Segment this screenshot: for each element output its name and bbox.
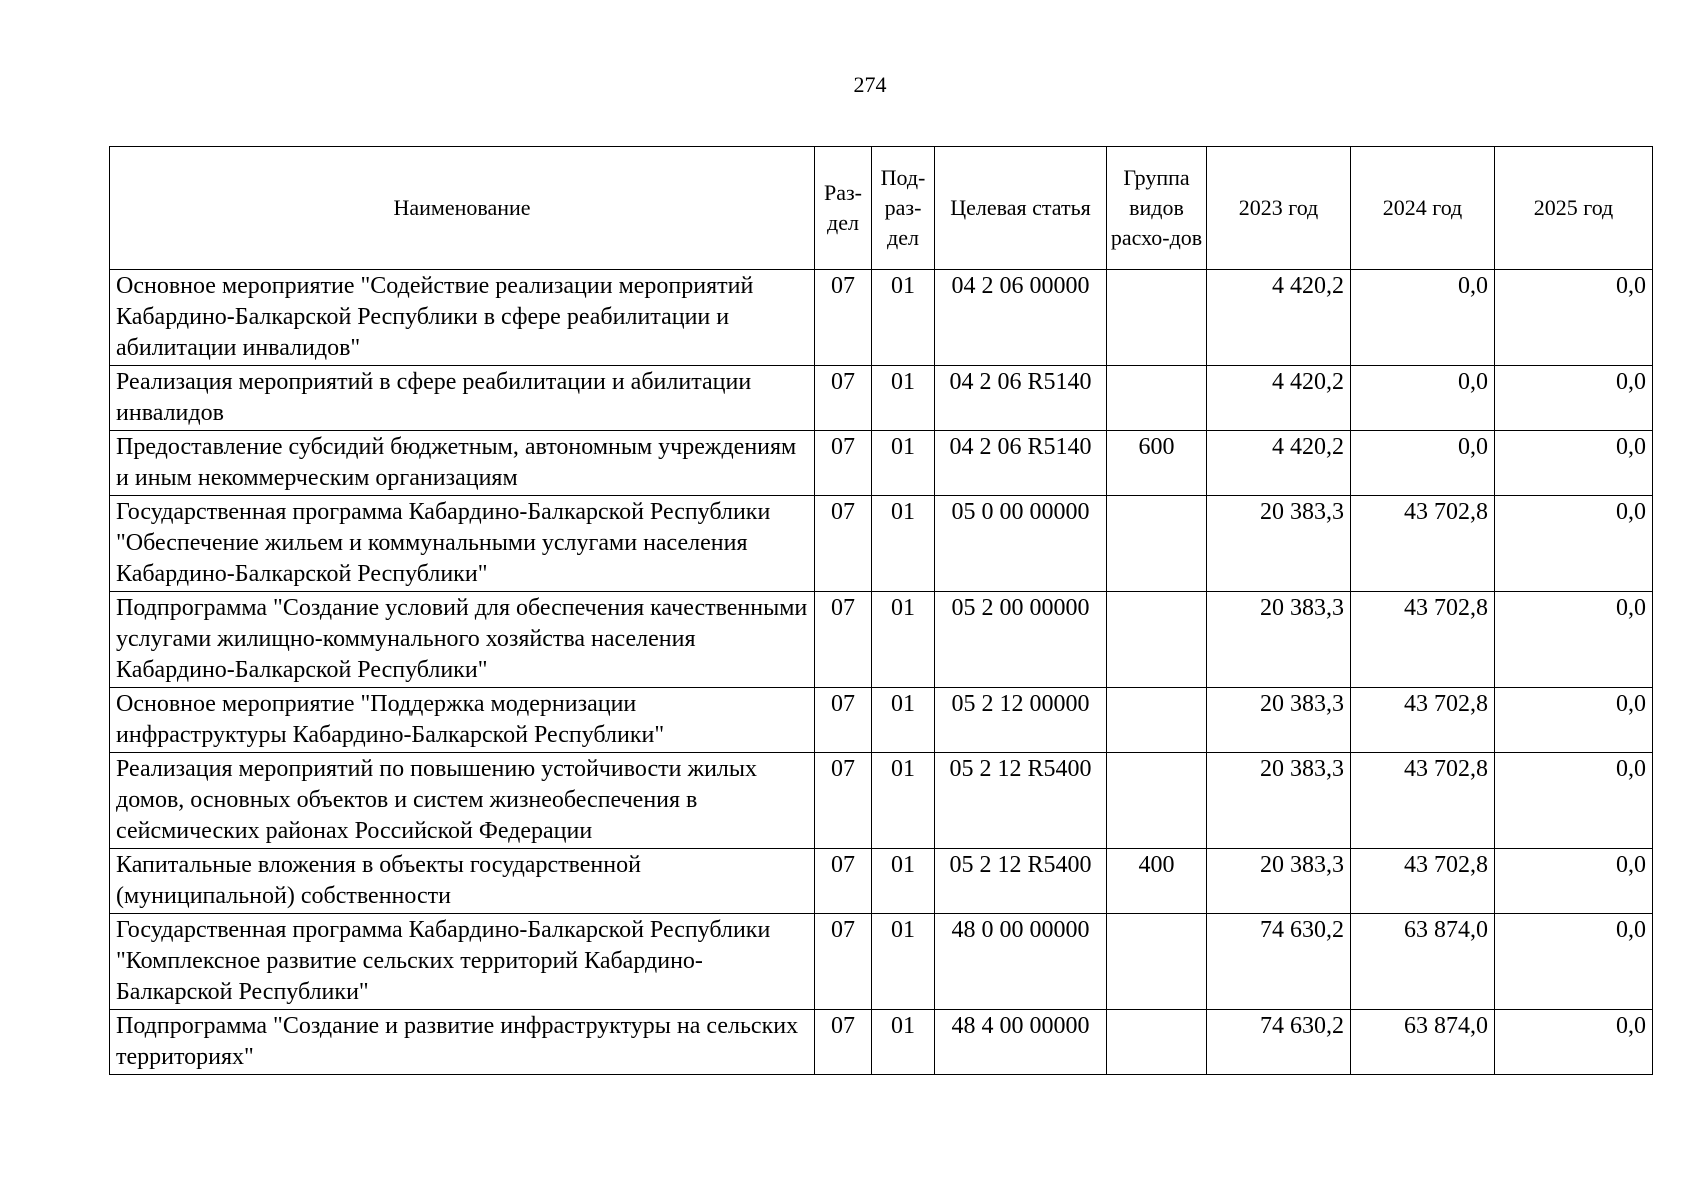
cell-celevaya: 48 0 00 00000 [935, 914, 1107, 1010]
table-row [110, 914, 1653, 1010]
cell-2025: 0,0 [1495, 849, 1653, 914]
cell-gruppa [1107, 592, 1207, 688]
cell-2023: 20 383,3 [1207, 849, 1351, 914]
cell-name: Предоставление субсидий бюджетным, автономным учреждениям и иным некоммерческим организациям [110, 431, 815, 496]
cell-podrazdel: 01 [872, 688, 935, 753]
cell-2023: 74 630,2 [1207, 1010, 1351, 1075]
cell-razdel: 07 [815, 753, 872, 849]
cell-2024: 0,0 [1351, 431, 1495, 496]
cell-2023: 20 383,3 [1207, 688, 1351, 753]
cell-2023: 4 420,2 [1207, 270, 1351, 366]
cell-2023: 4 420,2 [1207, 366, 1351, 431]
cell-2025: 0,0 [1495, 914, 1653, 1010]
table-row [110, 688, 1653, 753]
cell-podrazdel: 01 [872, 496, 935, 592]
cell-podrazdel: 01 [872, 1010, 935, 1075]
cell-podrazdel: 01 [872, 270, 935, 366]
cell-2025: 0,0 [1495, 270, 1653, 366]
header-2025: 2025 год [1495, 147, 1653, 270]
cell-2023: 20 383,3 [1207, 753, 1351, 849]
table-row [110, 1010, 1653, 1075]
cell-name: Государственная программа Кабардино-Балкарской Республики "Комплексное развитие сельских территорий Кабардино-Балкарской Республики" [110, 914, 815, 1010]
cell-gruppa [1107, 496, 1207, 592]
table-row [110, 849, 1653, 914]
table-row [110, 366, 1653, 431]
cell-2024: 63 874,0 [1351, 914, 1495, 1010]
cell-razdel: 07 [815, 431, 872, 496]
budget-table [109, 146, 1653, 1075]
cell-2025: 0,0 [1495, 592, 1653, 688]
cell-2024: 43 702,8 [1351, 496, 1495, 592]
cell-celevaya: 04 2 06 R5140 [935, 431, 1107, 496]
cell-2024: 63 874,0 [1351, 1010, 1495, 1075]
cell-celevaya: 04 2 06 00000 [935, 270, 1107, 366]
cell-podrazdel: 01 [872, 849, 935, 914]
cell-name: Основное мероприятие "Содействие реализации мероприятий Кабардино-Балкарской Республики в сфере реабилитации и абилитации инвалидов" [110, 270, 815, 366]
cell-gruppa [1107, 914, 1207, 1010]
cell-razdel: 07 [815, 366, 872, 431]
cell-2023: 4 420,2 [1207, 431, 1351, 496]
header-podrazdel: Под-раз-дел [872, 147, 935, 270]
cell-razdel: 07 [815, 270, 872, 366]
table-row [110, 270, 1653, 366]
cell-razdel: 07 [815, 914, 872, 1010]
cell-razdel: 07 [815, 688, 872, 753]
cell-2023: 20 383,3 [1207, 496, 1351, 592]
cell-2025: 0,0 [1495, 753, 1653, 849]
cell-2025: 0,0 [1495, 366, 1653, 431]
cell-celevaya: 05 0 00 00000 [935, 496, 1107, 592]
cell-2024: 43 702,8 [1351, 849, 1495, 914]
cell-2025: 0,0 [1495, 1010, 1653, 1075]
cell-podrazdel: 01 [872, 592, 935, 688]
cell-razdel: 07 [815, 496, 872, 592]
table-row [110, 431, 1653, 496]
cell-celevaya: 05 2 00 00000 [935, 592, 1107, 688]
cell-2024: 0,0 [1351, 270, 1495, 366]
cell-gruppa [1107, 753, 1207, 849]
cell-celevaya: 04 2 06 R5140 [935, 366, 1107, 431]
header-2023: 2023 год [1207, 147, 1351, 270]
cell-2025: 0,0 [1495, 688, 1653, 753]
cell-razdel: 07 [815, 1010, 872, 1075]
cell-name: Капитальные вложения в объекты государственной (муниципальной) собственности [110, 849, 815, 914]
cell-2023: 74 630,2 [1207, 914, 1351, 1010]
cell-name: Основное мероприятие "Поддержка модернизации инфраструктуры Кабардино-Балкарской Республики" [110, 688, 815, 753]
cell-razdel: 07 [815, 849, 872, 914]
table-header-row [110, 147, 1653, 270]
table-row [110, 592, 1653, 688]
cell-name: Реализация мероприятий в сфере реабилитации и абилитации инвалидов [110, 366, 815, 431]
table-row [110, 496, 1653, 592]
cell-name: Подпрограмма "Создание условий для обеспечения качественными услугами жилищно-коммунального хозяйства населения Кабардино-Балкарской Республики" [110, 592, 815, 688]
page-number: 274 [853, 72, 887, 97]
cell-razdel: 07 [815, 592, 872, 688]
cell-podrazdel: 01 [872, 914, 935, 1010]
cell-celevaya: 05 2 12 R5400 [935, 753, 1107, 849]
cell-podrazdel: 01 [872, 431, 935, 496]
cell-2024: 0,0 [1351, 366, 1495, 431]
cell-2024: 43 702,8 [1351, 592, 1495, 688]
table-row [110, 753, 1653, 849]
cell-gruppa [1107, 1010, 1207, 1075]
cell-celevaya: 48 4 00 00000 [935, 1010, 1107, 1075]
header-gruppa-vidov-rashodov: Группа видов расхо-дов [1107, 147, 1207, 270]
cell-gruppa: 600 [1107, 431, 1207, 496]
cell-name: Государственная программа Кабардино-Балкарской Республики "Обеспечение жильем и коммунальными услугами населения Кабардино-Балкарской Республики" [110, 496, 815, 592]
header-celevaya-statya: Целевая статья [935, 147, 1107, 270]
cell-celevaya: 05 2 12 00000 [935, 688, 1107, 753]
cell-2025: 0,0 [1495, 431, 1653, 496]
cell-gruppa [1107, 688, 1207, 753]
header-razdel: Раз-дел [815, 147, 872, 270]
cell-2023: 20 383,3 [1207, 592, 1351, 688]
cell-celevaya: 05 2 12 R5400 [935, 849, 1107, 914]
cell-podrazdel: 01 [872, 366, 935, 431]
header-2024: 2024 год [1351, 147, 1495, 270]
cell-2025: 0,0 [1495, 496, 1653, 592]
cell-name: Реализация мероприятий по повышению устойчивости жилых домов, основных объектов и систем жизнеобеспечения в сейсмических районах Российской Федерации [110, 753, 815, 849]
cell-2024: 43 702,8 [1351, 688, 1495, 753]
cell-2024: 43 702,8 [1351, 753, 1495, 849]
cell-podrazdel: 01 [872, 753, 935, 849]
cell-gruppa [1107, 270, 1207, 366]
cell-gruppa [1107, 366, 1207, 431]
cell-name: Подпрограмма "Создание и развитие инфраструктуры на сельских территориях" [110, 1010, 815, 1075]
cell-gruppa: 400 [1107, 849, 1207, 914]
header-name: Наименование [110, 147, 815, 270]
